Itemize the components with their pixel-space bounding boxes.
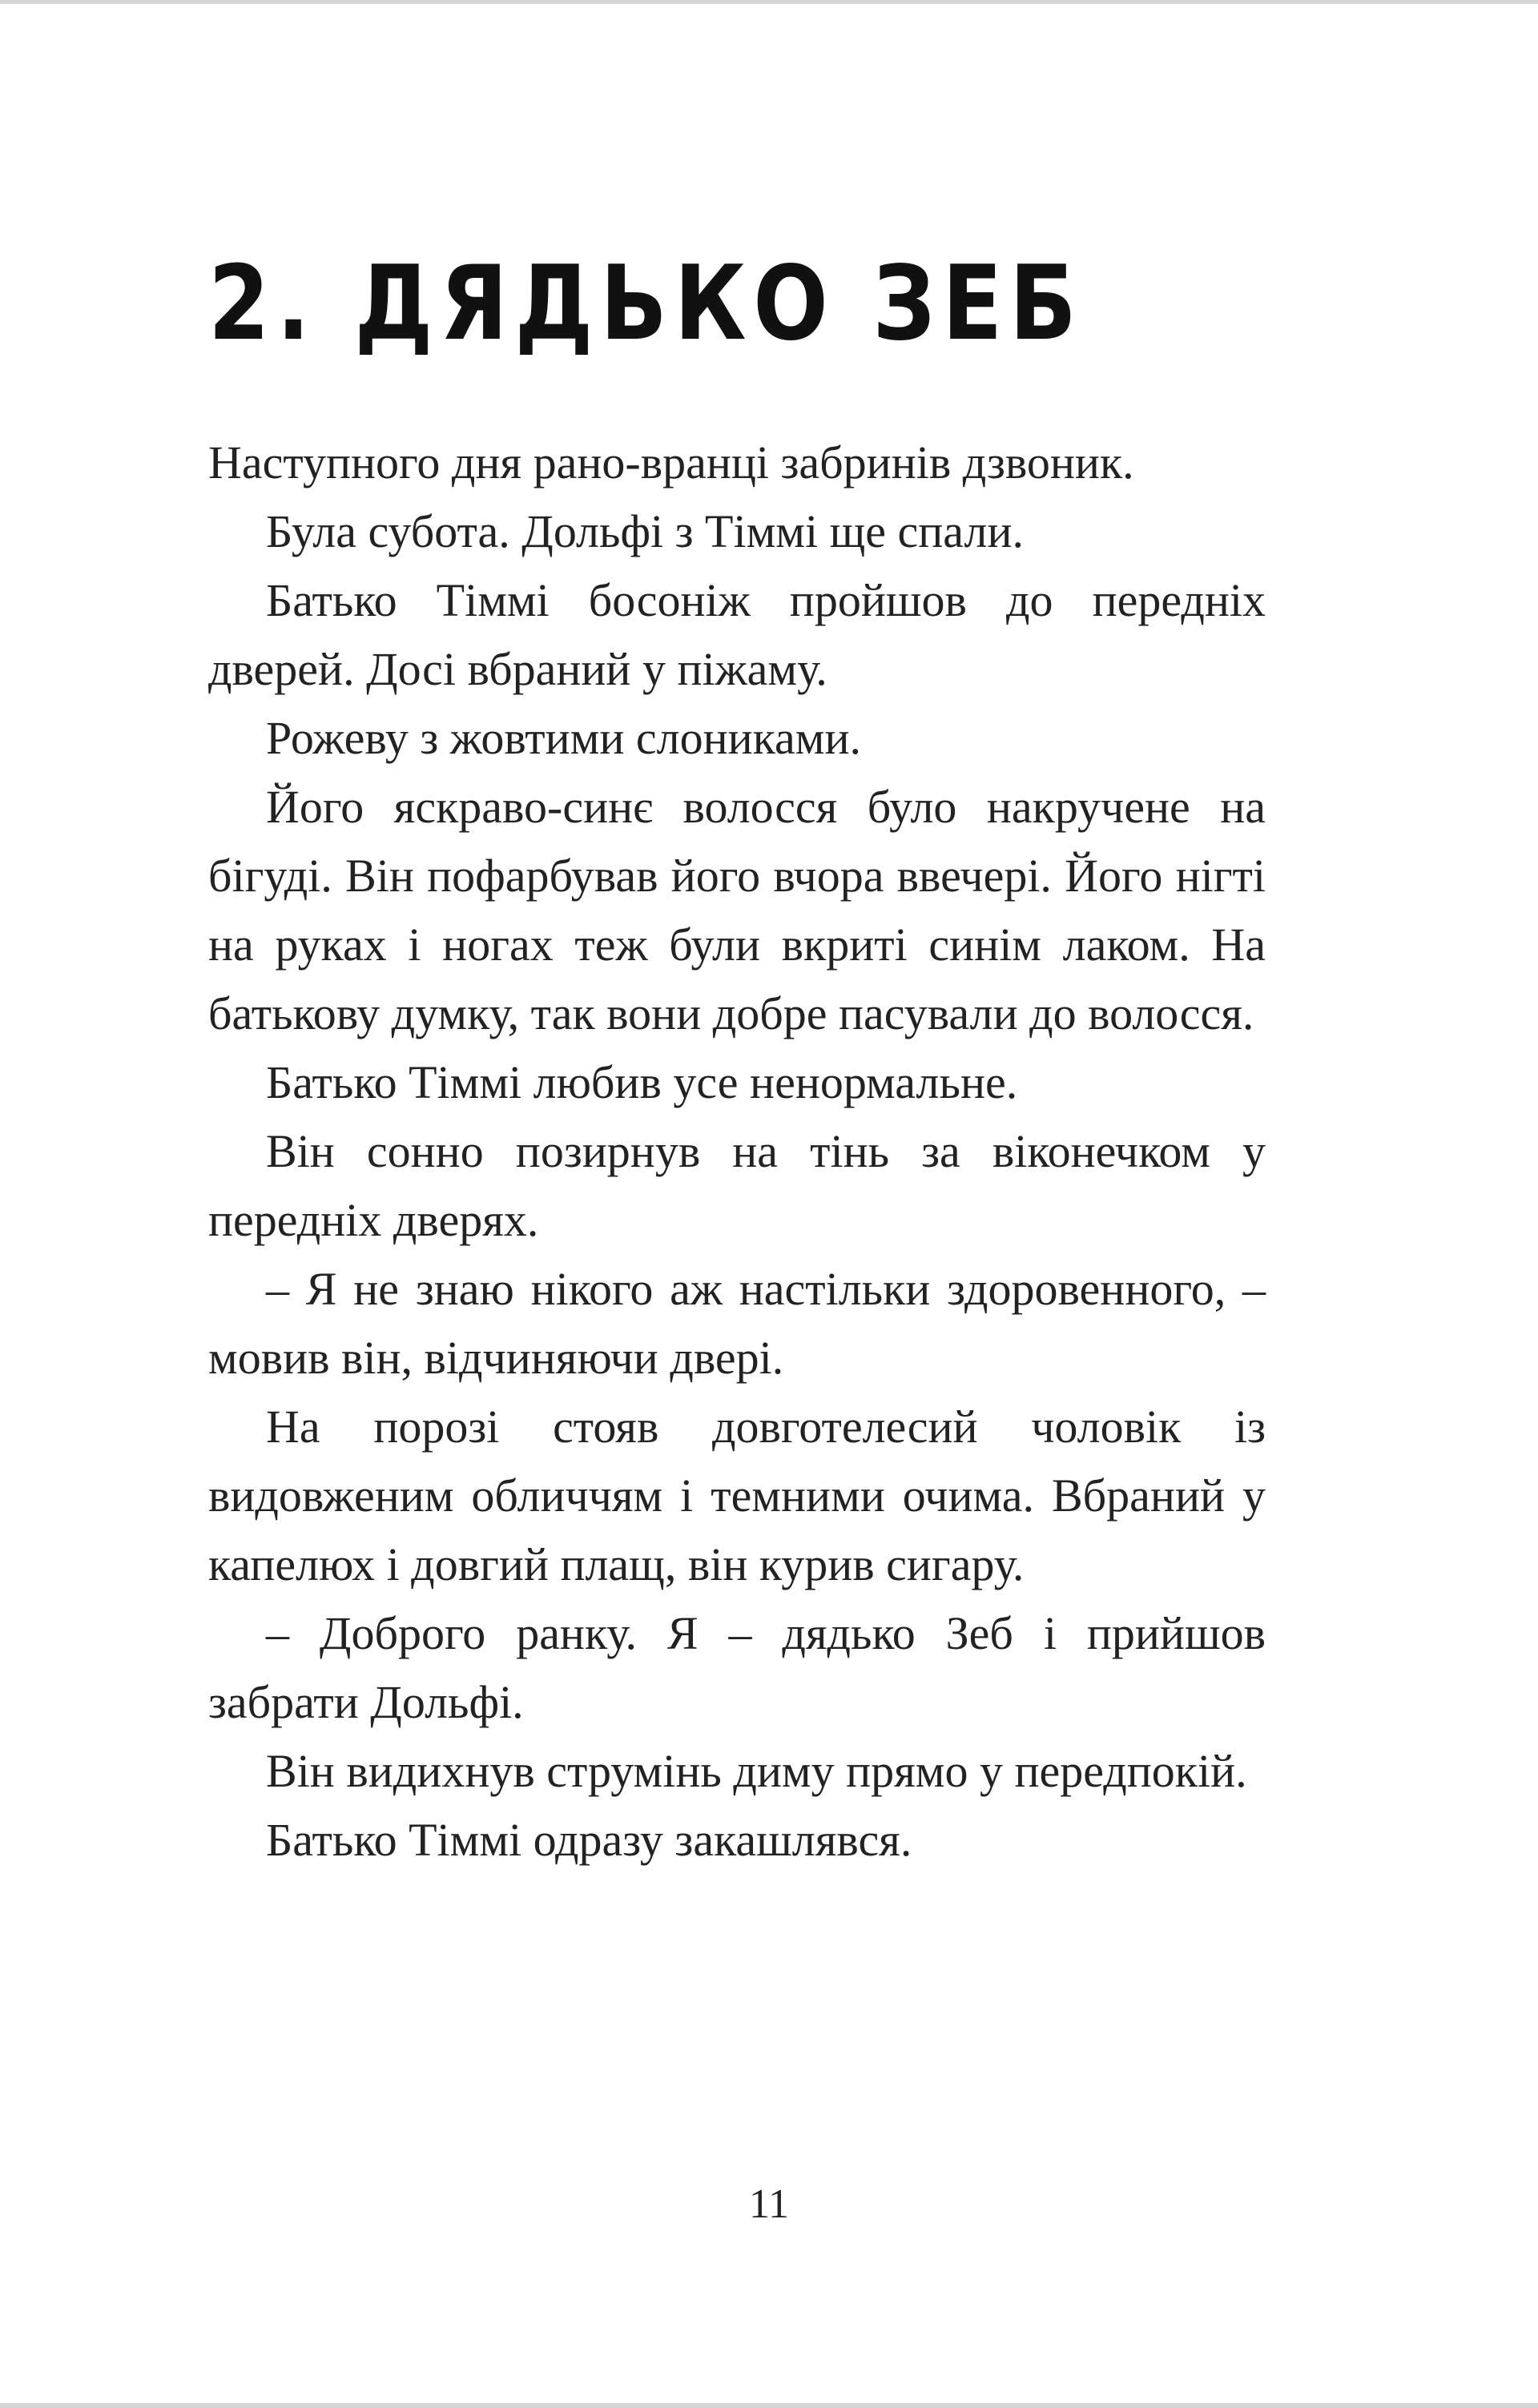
- paragraph: Батько Тіммі одразу закашлявся.: [266, 1814, 912, 1866]
- paragraph: На порозі стояв довготелесий чоловік із видовженим обличчям і темними очима. Вбраний у капелюх і довгий плащ, він курив сигару.: [208, 1401, 1266, 1590]
- paragraph: Він видихнув струмінь диму прямо у передпокій.: [266, 1745, 1247, 1797]
- paragraph: – Я не знаю нікого аж настільки здоровенного, – мовив він, відчиняючи двері.: [208, 1263, 1266, 1384]
- chapter-text: [208, 428, 1266, 1875]
- page-number: 11: [748, 2181, 790, 2227]
- paragraph: Він сонно позирнув на тінь за віконечком у передніх дверях.: [208, 1125, 1266, 1246]
- chapter-title: 2. ДЯДЬКО ЗЕБ: [208, 244, 1084, 364]
- paragraph: Його яскраво-синє волосся було накручене на бігуді. Він пофарбував його вчора ввечері. Його нігті на руках і ногах теж були вкриті синім лаком. На батькову думку, так вони добре пасували до волосся.: [208, 781, 1266, 1039]
- paragraph: Батько Тіммі босоніж пройшов до передніх дверей. Досі вбраний у піжаму.: [208, 574, 1266, 695]
- paragraph: – Доброго ранку. Я – дядько Зеб і прийшов забрати Дольфі.: [208, 1607, 1266, 1728]
- paragraph: Батько Тіммі любив усе ненормальне.: [266, 1056, 1018, 1108]
- paragraph: Наступного дня рано-вранці забринів дзвоник.: [208, 436, 1134, 488]
- paragraph: Рожеву з жовтими слониками.: [266, 712, 861, 764]
- paragraph: Була субота. Дольфі з Тіммі ще спали.: [266, 505, 1025, 557]
